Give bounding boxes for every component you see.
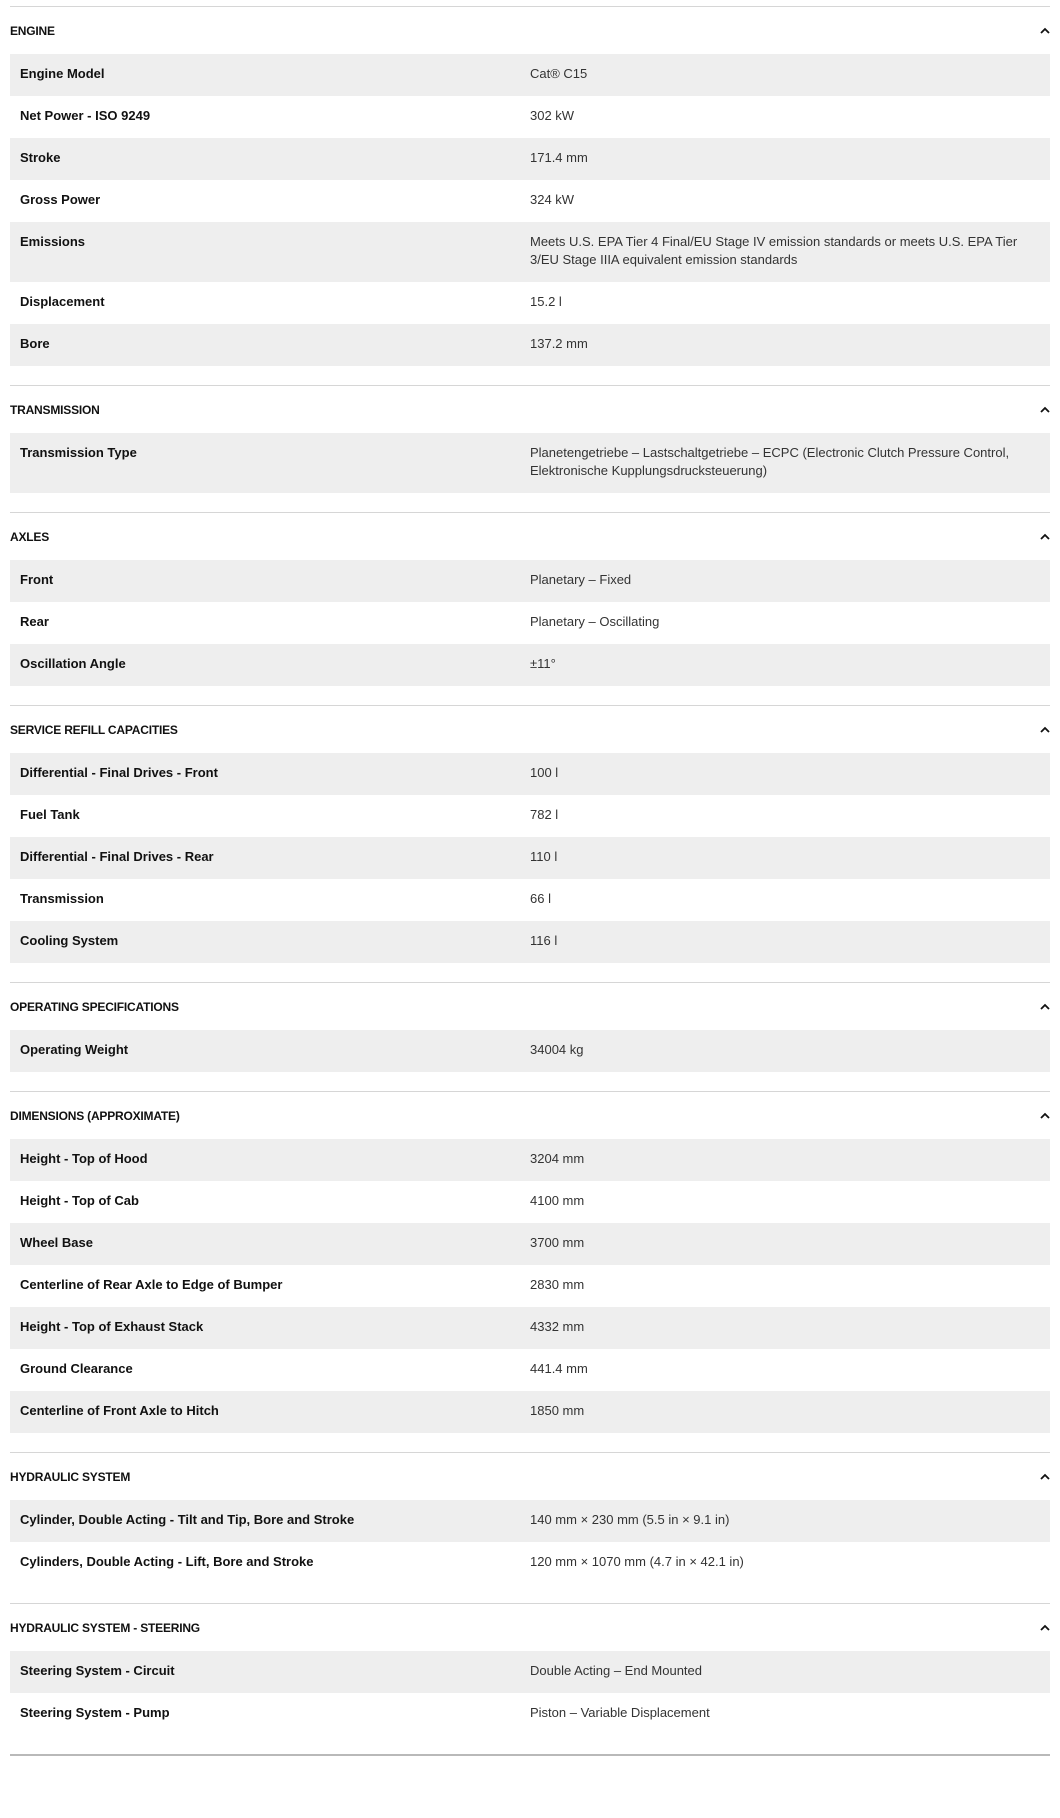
spec-row — [10, 324, 1050, 366]
spec-row — [10, 1139, 1050, 1181]
spec-row — [10, 1223, 1050, 1265]
spec-section — [10, 512, 1050, 705]
spec-label: Engine Model — [20, 66, 105, 81]
spec-label: Bore — [20, 336, 50, 351]
bottom-divider — [10, 1754, 1050, 1756]
spec-value: Planetary – Fixed — [530, 572, 632, 587]
spec-row — [10, 54, 1050, 96]
spec-value: 120 mm × 1070 mm (4.7 in × 42.1 in) — [530, 1554, 744, 1569]
spec-row — [10, 1181, 1050, 1223]
spec-section — [10, 6, 1050, 385]
spec-row — [10, 1030, 1050, 1072]
spec-row — [10, 1391, 1050, 1433]
spec-value: Piston – Variable Displacement — [530, 1705, 710, 1720]
section-title: TRANSMISSION — [10, 402, 100, 417]
spec-row — [10, 1349, 1050, 1391]
spec-label: Centerline of Rear Axle to Edge of Bumper — [20, 1277, 283, 1292]
section-header-toggle[interactable] — [10, 1604, 1050, 1651]
spec-rows — [10, 1500, 1050, 1603]
spec-rows — [10, 433, 1050, 512]
spec-label: Net Power - ISO 9249 — [20, 108, 151, 123]
spec-label: Fuel Tank — [20, 807, 80, 822]
section-title: AXLES — [10, 529, 50, 544]
section-title: SERVICE REFILL CAPACITIES — [10, 722, 178, 737]
spec-row — [10, 602, 1050, 644]
spec-label: Stroke — [20, 150, 61, 165]
spec-value: 3700 mm — [530, 1235, 585, 1250]
section-header-toggle[interactable] — [10, 983, 1050, 1030]
spec-row — [10, 138, 1050, 180]
spec-value: Double Acting – End Mounted — [530, 1663, 703, 1678]
spec-label: Operating Weight — [20, 1042, 129, 1057]
spec-value: 15.2 l — [530, 294, 562, 309]
spec-row — [10, 1693, 1050, 1735]
spec-rows — [10, 1030, 1050, 1091]
spec-label: Displacement — [20, 294, 105, 309]
spec-row — [10, 837, 1050, 879]
spec-rows — [10, 753, 1050, 982]
spec-value: 2830 mm — [530, 1277, 585, 1292]
spec-label: Cylinders, Double Acting - Lift, Bore and Stroke — [20, 1554, 314, 1569]
chevron-up-icon[interactable] — [1040, 1472, 1050, 1482]
spec-row — [10, 753, 1050, 795]
spec-section — [10, 982, 1050, 1091]
chevron-up-icon[interactable] — [1040, 532, 1050, 542]
spec-rows — [10, 54, 1050, 385]
spec-label: Cooling System — [20, 933, 119, 948]
spec-label: Steering System - Pump — [20, 1705, 170, 1720]
section-header-toggle[interactable] — [10, 513, 1050, 560]
spec-value: 137.2 mm — [530, 336, 588, 351]
spec-row — [10, 1651, 1050, 1693]
spec-label: Ground Clearance — [20, 1361, 133, 1376]
spec-section — [10, 1452, 1050, 1603]
chevron-up-icon[interactable] — [1040, 1623, 1050, 1633]
spec-row — [10, 1542, 1050, 1584]
spec-row — [10, 433, 1050, 493]
section-header-toggle[interactable] — [10, 1453, 1050, 1500]
section-header-toggle[interactable] — [10, 386, 1050, 433]
spec-label: Transmission — [20, 891, 104, 906]
spec-label: Oscillation Angle — [20, 656, 126, 671]
spec-label: Front — [20, 572, 54, 587]
spec-value: Meets U.S. EPA Tier 4 Final/EU Stage IV emission standards or meets U.S. EPA Tier 3/EU Stage IIIA equivalent emission standards — [530, 234, 1018, 267]
spec-value: 100 l — [530, 765, 559, 780]
spec-section — [10, 385, 1050, 512]
spec-value: 4100 mm — [530, 1193, 585, 1208]
section-header-toggle[interactable] — [10, 706, 1050, 753]
spec-value: 34004 kg — [530, 1042, 584, 1057]
spec-value: 3204 mm — [530, 1151, 585, 1166]
spec-value: 782 l — [530, 807, 559, 822]
spec-rows — [10, 1139, 1050, 1452]
section-header-toggle[interactable] — [10, 1092, 1050, 1139]
spec-label: Emissions — [20, 234, 86, 249]
spec-label: Gross Power — [20, 192, 101, 207]
spec-label: Centerline of Front Axle to Hitch — [20, 1403, 219, 1418]
spec-label: Differential - Final Drives - Front — [20, 765, 218, 780]
chevron-up-icon[interactable] — [1040, 26, 1050, 36]
section-title: OPERATING SPECIFICATIONS — [10, 999, 179, 1014]
spec-label: Transmission Type — [20, 445, 137, 460]
chevron-up-icon[interactable] — [1040, 1111, 1050, 1121]
spec-value: 441.4 mm — [530, 1361, 588, 1376]
section-title: HYDRAULIC SYSTEM - STEERING — [10, 1620, 200, 1635]
spec-row — [10, 560, 1050, 602]
spec-section — [10, 1091, 1050, 1452]
spec-value: 116 l — [530, 933, 558, 948]
spec-section — [10, 1603, 1050, 1754]
spec-row — [10, 1307, 1050, 1349]
section-title: DIMENSIONS (APPROXIMATE) — [10, 1108, 180, 1123]
spec-row — [10, 1500, 1050, 1542]
spec-value: 66 l — [530, 891, 551, 906]
spec-section — [10, 705, 1050, 982]
spec-value: 110 l — [530, 849, 558, 864]
spec-value: Cat® C15 — [530, 66, 588, 81]
section-header-toggle[interactable] — [10, 7, 1050, 54]
spec-label: Height - Top of Cab — [20, 1193, 139, 1208]
chevron-up-icon[interactable] — [1040, 405, 1050, 415]
spec-row — [10, 282, 1050, 324]
spec-row — [10, 921, 1050, 963]
chevron-up-icon[interactable] — [1040, 725, 1050, 735]
spec-value: 324 kW — [530, 192, 575, 207]
spec-label: Cylinder, Double Acting - Tilt and Tip, Bore and Stroke — [20, 1512, 355, 1527]
spec-value: 302 kW — [530, 108, 575, 123]
spec-value: 140 mm × 230 mm (5.5 in × 9.1 in) — [530, 1512, 730, 1527]
spec-value: 1850 mm — [530, 1403, 585, 1418]
spec-value: Planetengetriebe – Lastschaltgetriebe – ECPC (Electronic Clutch Pressure Control, Elektronische Kupplungsdrucksteuerung) — [530, 445, 1010, 478]
spec-value: 171.4 mm — [530, 150, 588, 165]
spec-value: ±11° — [530, 656, 556, 671]
spec-label: Steering System - Circuit — [20, 1663, 175, 1678]
section-title: ENGINE — [10, 23, 55, 38]
spec-rows — [10, 560, 1050, 705]
spec-label: Wheel Base — [20, 1235, 93, 1250]
spec-row — [10, 1265, 1050, 1307]
spec-row — [10, 879, 1050, 921]
spec-label: Height - Top of Hood — [20, 1151, 148, 1166]
spec-row — [10, 644, 1050, 686]
spec-row — [10, 222, 1050, 282]
chevron-up-icon[interactable] — [1040, 1002, 1050, 1012]
spec-row — [10, 180, 1050, 222]
spec-row — [10, 96, 1050, 138]
spec-value: 4332 mm — [530, 1319, 585, 1334]
spec-value: Planetary – Oscillating — [530, 614, 660, 629]
spec-label: Rear — [20, 614, 49, 629]
spec-rows — [10, 1651, 1050, 1754]
spec-row — [10, 795, 1050, 837]
spec-label: Height - Top of Exhaust Stack — [20, 1319, 204, 1334]
section-title: HYDRAULIC SYSTEM — [10, 1469, 131, 1484]
spec-accordion — [10, 0, 1050, 1756]
spec-label: Differential - Final Drives - Rear — [20, 849, 214, 864]
